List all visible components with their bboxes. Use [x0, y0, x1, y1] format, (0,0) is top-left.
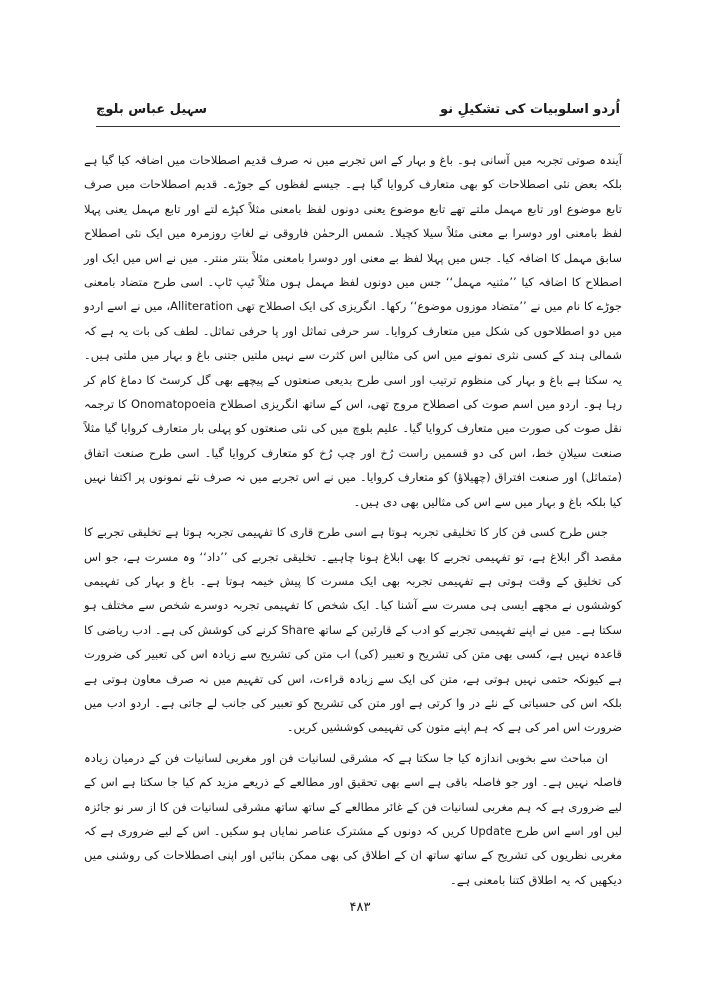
header-rule	[96, 126, 620, 127]
running-author: سہیل عباس بلوچ	[96, 102, 208, 117]
paragraph-3: ان مباحث سے بخوبی اندازہ کیا جا سکتا ہے کہ مشرقی لسانیات فن اور مغربی لسانیات فن کے درمیان زیادہ فاصلہ نہیں ہے۔ اور جو فاصلہ باقی ہے اسے بھی تحقیق اور مطالعے کے ذریعے مزید کم کیا جا سکتا ہے اس کے لیے ضروری ہے کہ ہم مغربی لسانیات فن کے غائر مطالعے کے ساتھ ساتھ مشرقی لسانیات فن کا از سر نو جائزہ لیں اور اسے اس طرح Update کریں کہ دونوں کے مشترک عناصر نمایاں ہو سکیں۔ اس کے لیے ضروری ہے کہ مغربی نظریوں کی تشریح کے ساتھ ساتھ ان کے اطلاق کی بھی ممکن بنائیں اور اپنی اصطلاحات کی روشنی میں دیکھیں کہ یہ اطلاق کتنا بامعنی ہے۔	[84, 750, 622, 887]
running-header	[96, 100, 620, 122]
page-number: ۴۸۳	[349, 900, 371, 915]
paragraph-1: آیندہ صوتی تجربہ میں آسانی ہو۔ باغ و بہار کے اس تجربے میں نہ صرف قدیم اصطلاحات میں اضافہ کیا گیا ہے بلکہ بعض نئی اصطلاحات کو بھی متعارف کروایا گیا ہے۔ جیسے لفظوں کے جوڑے۔ قدیم اصطلاحات میں صرف تابع موضوع اور تابع مہمل ملتے تھے تابع موضوع یعنی دونوں لفظ بامعنی مثلاً کپڑے لتے اور تابع مہمل یعنی پہلا لفظ بامعنی اور دوسرا بے معنی مثلاً سیلا کچیلا۔ شمس الرحمٰن فاروقی نے لغاتِ روزمرہ میں ایک نئی اصطلاح سابق مہمل کا اضافہ کیا۔ جس میں پہلا لفظ بے معنی اور دوسرا بامعنی مثلاً بنتر منتر۔ میں نے اس میں ایک اور اصطلاح کا اضافہ کیا ’’مثنیہ مہمل‘‘ جس میں دونوں لفظ مہمل ہوں مثلاً ٹیپ ٹاپ۔ اسی طرح متضاد بامعنی جوڑے کا نام میں نے ’’متضاد موزوں موضوع‘‘ رکھا۔ انگریزی کی ایک اصطلاح تھی Alliteration، میں نے اسے اردو میں دو اصطلاحوں کی شکل میں متعارف کروایا۔ سر حرفی تماثل اور پا حرفی تماثل۔ لطف کی بات یہ ہے کہ شمالی ہند کے کسی نثری نمونے میں اس کی مثالیں اس کثرت سے نہیں ملتیں جتنی باغ و بہار میں ملتی ہیں۔ یہ سکتا ہے باغ و بہار کی منظوم ترتیب اور اسی طرح بدیعی صنعتوں کے پیچھے بھی گل کرسٹ کا دماغ کام کر رہا ہو۔ اردو میں اسم صوت کی اصطلاح مروج تھی، اس کے ساتھ انگریزی اصطلاح Onomatopoeia کا ترجمہ نقل صوت کی صورت میں متعارف کروایا گیا۔ علیم بلوچ میں کی نئی صنعتوں کو پہلی بار متعارف کروایا گیا مثلاً صنعت سیلانِ خط، اس کی دو قسمیں راست رُخ اور چپ رُخ کو متعارف کروایا گیا۔ اسی طرح صنعت اتفاق (متماثل) اور صنعت افتراق (چھیلاؤ) کو متعارف کروایا۔ میں نے اس تجربے میں نہ صرف نئے نمونوں پر اکتفا نہیں کیا بلکہ باغ و بہار میں سے اس کی مثالیں بھی دی ہیں۔	[84, 153, 622, 509]
running-title: اُردو اسلوبیات کی تشکیلِ نو	[440, 102, 620, 117]
paragraph-2: جس طرح کسی فن کار کا تخلیقی تجربہ ہوتا ہے اسی طرح قاری کا تفہیمی تجربہ ہوتا ہے تخلیقی تجربے کا مقصد اگر ابلاغ ہے، تو تفہیمی تجربے کا بھی ابلاغ ہونا چاہیے۔ تخلیقی تجربے کی ’’داد‘‘ وہ مسرت ہے، جو اس کی تخلیق کے وقت ہوتی ہے تفہیمی تجربہ بھی ایک مسرت کا پیش خیمہ ہوتا ہے۔ باغ و بہار کی تفہیمی کوششوں نے مجھے ایسی ہی مسرت سے آشنا کیا۔ ایک شخص کا تفہیمی تجربہ دوسرے شخص سے مختلف ہو سکتا ہے۔ میں نے اپنے تفہیمی تجربے کو ادب کے قارئین کے ساتھ Share کرنے کی کوشش کی ہے۔ ادب ریاضی کا قاعدہ نہیں ہے، کسی بھی متن کی تشریح و تعبیر (کی) اب متن کی تشریح سے زیادہ اس کی تعبیر کی ضرورت ہے کیونکہ حتمی نہیں ہوتی ہے، متن کی ایک سے زیادہ قراءت، اس کی تفہیم میں نہ صرف معاون ہوتی ہے بلکہ اس کی حسیاتی کے نئے در وا کرتی ہے اور متن کی تشریح کو تعبیر کی جانب لے جاتی ہے۔ اردو ادب میں ضرورت اس امر کی ہے کہ ہم اپنے متون کی تفہیمی کوششیں کریں۔	[84, 525, 622, 735]
body-text	[84, 148, 622, 892]
